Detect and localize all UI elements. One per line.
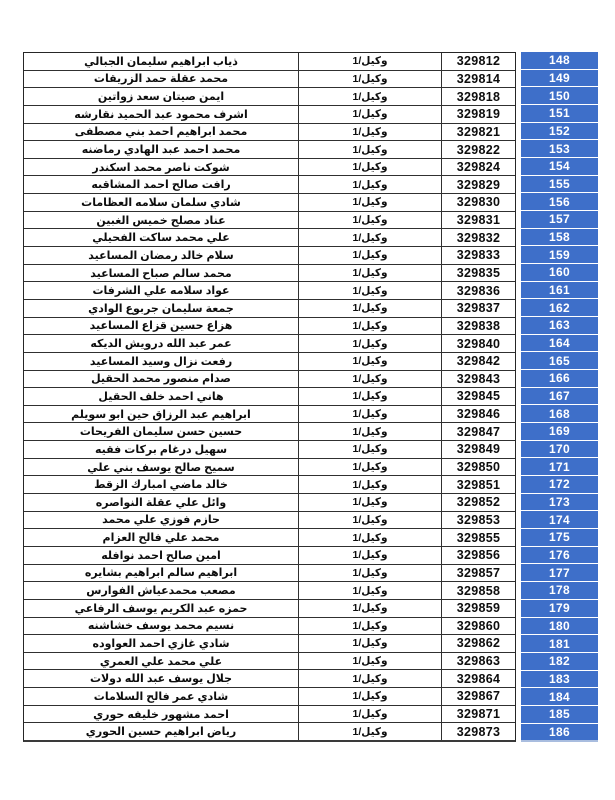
registration-number-cell: 329836 [456,283,501,298]
name-cell: علي محمد علي العمري [99,655,223,668]
registration-number-cell: 329818 [456,89,501,104]
rank-cell: وكيل/1 [298,494,442,511]
name-cell: جمعة سليمان جربوع الوادي [88,302,234,315]
rank-cell: وكيل/1 [298,670,442,687]
serial-cell: 180 [521,618,598,636]
table-row [24,194,515,212]
registration-number-cell: 329857 [456,565,501,580]
registration-number-cell: 329819 [456,107,501,122]
registration-number-cell: 329853 [456,512,501,527]
name-cell: اشرف محمود عبد الحميد نقارشه [74,108,248,121]
serial-cell: 153 [521,140,598,158]
rank-cell: وكيل/1 [298,388,442,405]
rank-cell: وكيل/1 [298,423,442,440]
serial-cell: 172 [521,476,598,494]
serial-cell: 161 [521,282,598,300]
serial-cell: 157 [521,211,598,229]
serial-cell: 165 [521,352,598,370]
name-cell: جلال يوسف عبد الله دولات [89,673,233,686]
name-cell: علي محمد ساكت الفحيلي [92,232,230,245]
name-cell: حمزه عبد الكريم يوسف الرفاعي [74,602,248,615]
serial-cell: 182 [521,653,598,671]
rank-cell: وكيل/1 [298,124,442,141]
name-cell: مصعب محمدعياش الفوارس [86,585,236,598]
registration-number-cell: 329871 [456,707,501,722]
rank-cell: وكيل/1 [298,141,442,158]
table-row [24,423,515,441]
serial-column [521,52,598,742]
registration-number-cell: 329859 [456,601,501,616]
rank-cell: وكيل/1 [298,635,442,652]
rank-cell: وكيل/1 [298,229,442,246]
registration-number-cell: 329843 [456,371,501,386]
name-cell: هزاع حسين قزاع المساعيد [89,320,233,333]
table-row [24,512,515,530]
registration-number-cell: 329814 [456,71,501,86]
registration-number-cell: 329852 [456,495,501,510]
name-cell: شوكت ناصر محمد اسكندر [92,161,230,174]
serial-cell: 177 [521,564,598,582]
table-row [24,653,515,671]
registration-number-cell: 329838 [456,318,501,333]
rank-cell: وكيل/1 [298,618,442,635]
name-cell: سميح صالح يوسف بني علي [87,461,235,474]
table-row [24,635,515,653]
registration-number-cell: 329858 [456,583,501,598]
serial-cell: 169 [521,423,598,441]
serial-cell: 158 [521,229,598,247]
table-row [24,318,515,336]
table-row [24,459,515,477]
roster-table [23,52,598,742]
name-cell: شادي عمر فالح السلامات [93,690,229,703]
rank-cell: وكيل/1 [298,318,442,335]
serial-cell: 181 [521,635,598,653]
name-cell: محمد علي فالح العزام [102,532,220,545]
registration-number-cell: 329855 [456,530,501,545]
name-cell: ابراهيم عبد الرزاق حين ابو سويلم [71,408,251,421]
serial-cell: 163 [521,317,598,335]
table-row [24,88,515,106]
table-row [24,176,515,194]
table-row [24,441,515,459]
rank-cell: وكيل/1 [298,247,442,264]
table-row [24,353,515,371]
table-row [24,494,515,512]
serial-cell: 160 [521,264,598,282]
registration-number-cell: 329829 [456,177,501,192]
serial-cell: 185 [521,706,598,724]
name-cell: نسيم محمد يوسف خشاشنه [87,620,235,633]
registration-number-cell: 329862 [456,636,501,651]
registration-number-cell: 329831 [456,213,501,228]
registration-number-cell: 329867 [456,689,501,704]
serial-cell: 170 [521,441,598,459]
table-row [24,106,515,124]
table-row [24,388,515,406]
rank-cell: وكيل/1 [298,265,442,282]
registration-number-cell: 329824 [456,160,501,175]
table-row [24,582,515,600]
rank-cell: وكيل/1 [298,406,442,423]
name-cell: هاني احمد خلف الحقيل [98,390,224,403]
rank-cell: وكيل/1 [298,476,442,493]
rank-cell: وكيل/1 [298,282,442,299]
rank-cell: وكيل/1 [298,582,442,599]
name-cell: عمر عبد الله درويش الديكه [90,338,232,351]
rank-cell: وكيل/1 [298,88,442,105]
serial-cell: 155 [521,176,598,194]
table-row [24,547,515,565]
registration-number-cell: 329847 [456,424,501,439]
table-row [24,600,515,618]
name-cell: رياض ابراهيم حسين الحوري [85,726,237,739]
registration-number-cell: 329851 [456,477,501,492]
name-cell: محمد عقلة حمد الزريقات [93,73,229,86]
table-row [24,247,515,265]
rank-cell: وكيل/1 [298,459,442,476]
rank-cell: وكيل/1 [298,159,442,176]
registration-number-cell: 329846 [456,407,501,422]
name-cell: سلام خالد رمضان المساعيد [88,249,234,262]
rank-cell: وكيل/1 [298,194,442,211]
serial-cell: 151 [521,105,598,123]
name-cell: احمد مشهور خليفه حوري [93,708,229,721]
serial-cell: 154 [521,158,598,176]
table-row [24,265,515,283]
rank-cell: وكيل/1 [298,529,442,546]
serial-cell: 148 [521,52,598,70]
name-cell: وائل علي عقلة النواصره [95,496,227,509]
name-cell: ابراهيم سالم ابراهيم بشايره [84,567,238,580]
name-cell: رفعت نزال وسيد المساعيد [89,355,233,368]
table-row [24,476,515,494]
serial-cell: 183 [521,671,598,689]
registration-number-cell: 329833 [456,248,501,263]
table-row [24,53,515,71]
table-row [24,670,515,688]
name-cell: ايمن صيتان سعد زواتين [97,91,225,104]
serial-cell: 184 [521,688,598,706]
name-cell: حسين حسن سليمان الفريحات [79,426,243,439]
rank-cell: وكيل/1 [298,653,442,670]
rank-cell: وكيل/1 [298,723,442,740]
serial-cell: 150 [521,87,598,105]
table-row [24,141,515,159]
registration-number-cell: 329812 [456,54,501,69]
serial-cell: 156 [521,193,598,211]
rank-cell: وكيل/1 [298,688,442,705]
registration-number-cell: 329832 [456,230,501,245]
name-cell: ذياب ابراهيم سليمان الجبالي [84,55,238,68]
serial-cell: 186 [521,724,598,743]
table-row [24,229,515,247]
table-row [24,371,515,389]
serial-cell: 152 [521,123,598,141]
table-row [24,406,515,424]
rank-cell: وكيل/1 [298,565,442,582]
serial-cell: 171 [521,458,598,476]
name-cell: عناد مصلح خميس الغبين [96,214,226,227]
registration-number-cell: 329849 [456,442,501,457]
rank-cell: وكيل/1 [298,176,442,193]
table-row [24,71,515,89]
table-row [24,282,515,300]
rank-cell: وكيل/1 [298,547,442,564]
registration-number-cell: 329830 [456,195,501,210]
name-cell: محمد احمد عبد الهادي رماضنه [81,144,241,157]
table-row [24,212,515,230]
table-row [24,688,515,706]
table-row [24,529,515,547]
rank-cell: وكيل/1 [298,371,442,388]
rank-cell: وكيل/1 [298,706,442,723]
name-cell: شادي سلمان سلامه العظامات [81,196,241,209]
name-cell: امين صالح احمد نوافله [101,549,221,562]
serial-cell: 162 [521,299,598,317]
rank-cell: وكيل/1 [298,353,442,370]
rank-cell: وكيل/1 [298,71,442,88]
table-row [24,618,515,636]
table-row [24,723,515,740]
rank-cell: وكيل/1 [298,512,442,529]
serial-cell: 174 [521,511,598,529]
rank-cell: وكيل/1 [298,53,442,70]
table-row [24,706,515,724]
serial-cell: 178 [521,582,598,600]
serial-cell: 173 [521,494,598,512]
registration-number-cell: 329856 [456,548,501,563]
serial-cell: 166 [521,370,598,388]
serial-cell: 164 [521,335,598,353]
serial-cell: 175 [521,529,598,547]
registration-number-cell: 329864 [456,671,501,686]
serial-cell: 159 [521,246,598,264]
registration-number-cell: 329840 [456,336,501,351]
rank-cell: وكيل/1 [298,441,442,458]
rank-cell: وكيل/1 [298,106,442,123]
name-cell: محمد ابراهيم احمد بني مصطفى [74,126,248,139]
table-row [24,124,515,142]
registration-number-cell: 329842 [456,354,501,369]
registration-number-cell: 329837 [456,301,501,316]
registration-number-cell: 329873 [456,724,501,739]
table-row [24,159,515,177]
name-cell: صدام منصور محمد الحقيل [91,373,231,386]
registration-number-cell: 329822 [456,142,501,157]
roster-grid [23,52,516,742]
table-row [24,565,515,583]
rank-cell: وكيل/1 [298,300,442,317]
serial-cell: 179 [521,600,598,618]
name-cell: شادي غازي احمد العواوده [92,637,230,650]
serial-cell: 149 [521,70,598,88]
serial-cell: 167 [521,388,598,406]
rank-cell: وكيل/1 [298,212,442,229]
registration-number-cell: 329821 [456,124,501,139]
name-cell: خالد ماضي امبارك الزقط [94,479,228,492]
name-cell: عواد سلامه علي الشرفات [92,285,230,298]
registration-number-cell: 329835 [456,266,501,280]
serial-cell: 168 [521,405,598,423]
name-cell: حازم فوزي علي محمد [102,514,220,527]
name-cell: سهيل درغام بركات فقيه [94,443,228,456]
table-row [24,300,515,318]
registration-number-cell: 329845 [456,389,501,404]
rank-cell: وكيل/1 [298,335,442,352]
registration-number-cell: 329860 [456,618,501,633]
registration-number-cell: 329850 [456,460,501,475]
serial-cell: 176 [521,547,598,565]
registration-number-cell: 329863 [456,654,501,669]
rank-cell: وكيل/1 [298,600,442,617]
name-cell: محمد سالم صباح المساعيد [90,267,232,280]
table-row [24,335,515,353]
name-cell: رافت صالح احمد المشاقبه [91,179,231,192]
